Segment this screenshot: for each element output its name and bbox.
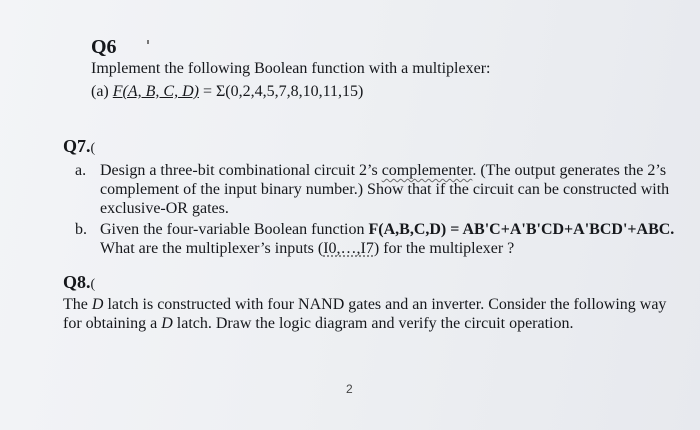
- q7-title: [63, 137, 95, 156]
- q7-b-line2-pre: What are the multiplexer’s inputs (: [100, 240, 324, 257]
- q7-a-line2: complement of the input binary number.) Show that if the circuit can be constructed with: [100, 181, 670, 198]
- q6-title: Q6: [91, 36, 117, 58]
- q7-a-line1: [100, 163, 666, 179]
- q7-b-marker: b.: [75, 221, 87, 238]
- q6-part-a-minterms: = Σ(0,2,4,5,7,8,10,11,15): [198, 83, 364, 100]
- q7-b-mux-inputs: I0,…,I7: [323, 240, 374, 257]
- q6-instruction: Implement the following Boolean function with a multiplexer:: [91, 60, 491, 77]
- q8-line1: [63, 297, 666, 313]
- q7-b-function: [368, 221, 674, 238]
- q7-title-text: Q7.: [63, 136, 91, 156]
- q7-b-line1-pre: Given the four-variable Boolean function: [100, 221, 369, 238]
- q7-a-complementer: complementer: [381, 162, 473, 179]
- stray-mark: [147, 40, 149, 44]
- q8-title-text: Q8.: [63, 272, 91, 292]
- q7-a-marker: a.: [75, 162, 87, 179]
- q8-line1-post: latch is constructed with four NAND gates and an inverter. Consider the following way: [103, 296, 667, 313]
- q8-line2: [63, 316, 574, 332]
- q7-b-line2: [100, 241, 514, 257]
- q8-line2-post: latch. Draw the logic diagram and verify the circuit operation.: [172, 315, 574, 332]
- q6-part-a: [91, 84, 363, 100]
- q8-title: [63, 273, 95, 292]
- q7-b-func-label: F(A,B,C,D): [368, 221, 447, 238]
- q6-part-a-label: (a): [91, 83, 113, 100]
- q7-b-line2-post: ) for the multiplexer ?: [373, 240, 515, 257]
- q7-a-line3: exclusive-OR gates.: [100, 200, 229, 217]
- q8-line2-d: D: [161, 315, 173, 332]
- q7-a-line1-post: . (The output generates the 2’s: [472, 162, 667, 179]
- page-number: 2: [346, 382, 353, 396]
- q6-part-a-function: F(A, B, C, D): [112, 83, 199, 100]
- q8-line2-pre: for obtaining a: [63, 315, 162, 332]
- q7-a-line1-pre: Design a three-bit combinational circuit 2’s: [100, 162, 382, 179]
- q7-title-paren: (: [90, 141, 96, 156]
- q8-title-paren: (: [90, 277, 96, 292]
- q8-line1-d: D: [91, 296, 104, 313]
- q7-b-line1: [100, 222, 674, 238]
- q8-line1-pre: The: [63, 296, 92, 313]
- q7-b-func-expression: = AB'C+A'B'CD+A'BCD'+ABC.: [446, 221, 675, 238]
